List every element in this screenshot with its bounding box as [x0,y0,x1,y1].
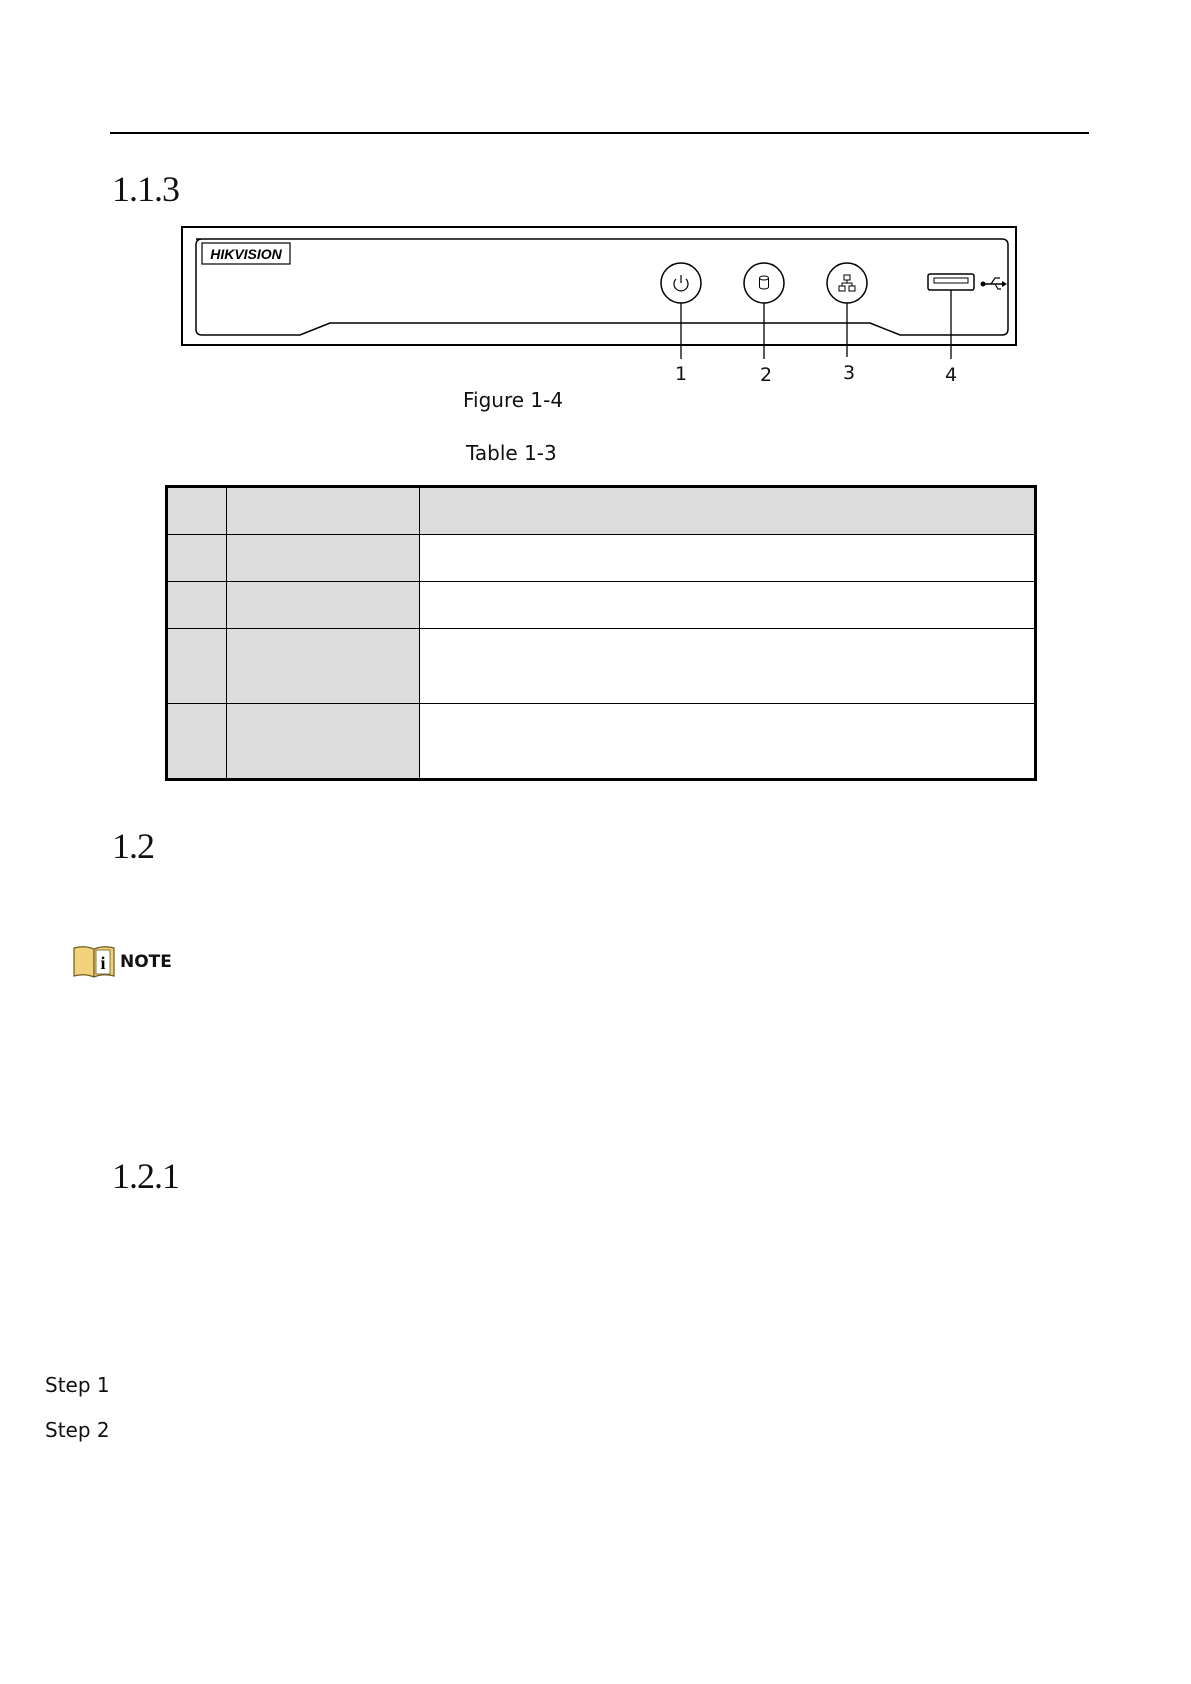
table-cell-name [227,535,420,582]
power-icon [661,263,701,303]
table-cell-name [227,704,420,780]
callout-number-4: 4 [944,364,958,385]
brand-logo-text: HIKVISION [210,246,282,262]
table-header-cell [227,487,420,535]
table-caption: Table 1-3 [466,441,557,465]
table-cell-number [167,629,227,704]
header-rule [110,132,1089,134]
section-heading-1-2-1: 1.2.1 [112,1156,179,1196]
section-heading-1-2: 1.2 [112,826,154,866]
callout-number-1: 1 [674,363,688,385]
table-cell-description [420,535,1036,582]
table-header-row [167,487,1036,535]
table-cell-name [227,629,420,704]
brand-logo [202,243,290,264]
callout-number-2: 2 [759,364,773,385]
table-cell-name [227,582,420,629]
device-front-panel-figure [180,225,1020,385]
table-cell-number [167,582,227,629]
callout-number-3: 3 [842,362,856,384]
figure-caption: Figure 1-4 [463,388,564,412]
info-book-icon [72,944,116,980]
table-cell-description [420,582,1036,629]
table-header-cell [420,487,1036,535]
note-callout [72,944,172,980]
table-cell-description [420,629,1036,704]
table-row [167,629,1036,704]
front-panel-description-table [165,485,1037,781]
step-2-label: Step 2 [45,1418,110,1442]
table-header-cell [167,487,227,535]
section-heading-1-1-3: 1.1.3 [112,169,179,209]
table-cell-number [167,535,227,582]
step-1-label: Step 1 [45,1373,110,1397]
note-label: NOTE [120,952,172,972]
table-cell-number [167,704,227,780]
table-row [167,704,1036,780]
network-icon [827,263,867,303]
table-cell-description [420,704,1036,780]
chassis-outline [182,227,1016,345]
hdd-icon [744,263,784,303]
table-row [167,535,1036,582]
svg-text:i: i [100,953,106,973]
table-row [167,582,1036,629]
